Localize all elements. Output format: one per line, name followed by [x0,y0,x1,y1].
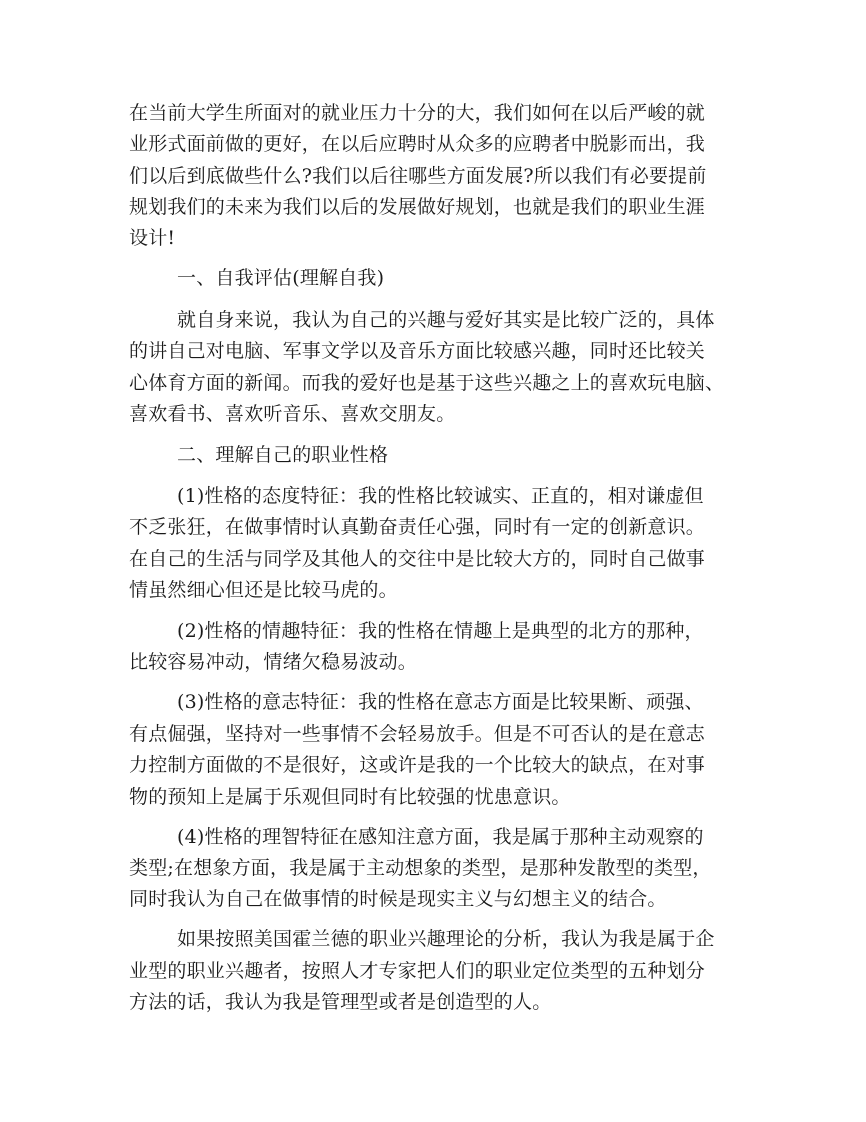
section-heading: 一、自我评估(理解自我) [177,267,385,289]
text-line: 在自己的生活与同学及其他人的交往中是比较大方的，同时自己做事 [129,548,706,570]
text-line: 有点倔强，坚持对一些事情不会轻易放手。但是不可否认的是在意志 [129,723,706,745]
text-line: 业型的职业兴趣者，按照人才专家把人们的职业定位类型的五种划分 [129,960,706,982]
text-line: (4)性格的理智特征在感知注意方面，我是属于那种主动观察的 [177,826,704,848]
text-line: 规划我们的未来为我们以后的发展做好规划，也就是我们的职业生涯 [129,196,706,218]
text-line: 在当前大学生所面对的就业压力十分的大，我们如何在以后严峻的就 [129,102,706,124]
text-line: (1)性格的态度特征：我的性格比较诚实、正直的，相对谦虚但 [177,485,704,507]
text-line: 类型;在想象方面，我是属于主动想象的类型，是那种发散型的类型， [129,857,712,879]
text-line: 设计! [129,227,176,249]
text-line: 们以后到底做些什么?我们以后往哪些方面发展?所以我们有必要提前 [129,165,707,187]
text-line: 方法的话，我认为我是管理型或者是创造型的人。 [129,991,552,1013]
text-line: 同时我认为自己在做事情的时候是现实主义与幻想主义的结合。 [129,888,667,910]
text-line: 心体育方面的新闻。而我的爱好也是基于这些兴趣之上的喜欢玩电脑、 [129,372,725,394]
text-line: 就自身来说，我认为自己的兴趣与爱好其实是比较广泛的，具体 [177,309,715,331]
text-line: 比较容易冲动，情绪欠稳易波动。 [129,651,418,673]
text-line: (3)性格的意志特征：我的性格在意志方面是比较果断、顽强、 [177,691,704,713]
text-line: 业形式面前做的更好，在以后应聘时从众多的应聘者中脱影而出，我 [129,133,706,155]
text-line: 如果按照美国霍兰德的职业兴趣理论的分析，我认为我是属于企 [177,928,715,950]
text-line: 喜欢看书、喜欢听音乐、喜欢交朋友。 [129,403,456,425]
text-line: 的讲自己对电脑、军事文学以及音乐方面比较感兴趣，同时还比较关 [129,340,706,362]
text-line: 情虽然细心但还是比较马虎的。 [129,579,398,601]
text-line: (2)性格的情趣特征：我的性格在情趣上是典型的北方的那种， [177,620,704,642]
text-line: 不乏张狂，在做事情时认真勤奋责任心强，同时有一定的创新意识。 [129,516,706,538]
section-heading: 二、理解自己的职业性格 [177,444,389,466]
text-line: 物的预知上是属于乐观但同时有比较强的忧患意识。 [129,786,571,808]
text-line: 力控制方面做的不是很好，这或许是我的一个比较大的缺点，在对事 [129,754,706,776]
